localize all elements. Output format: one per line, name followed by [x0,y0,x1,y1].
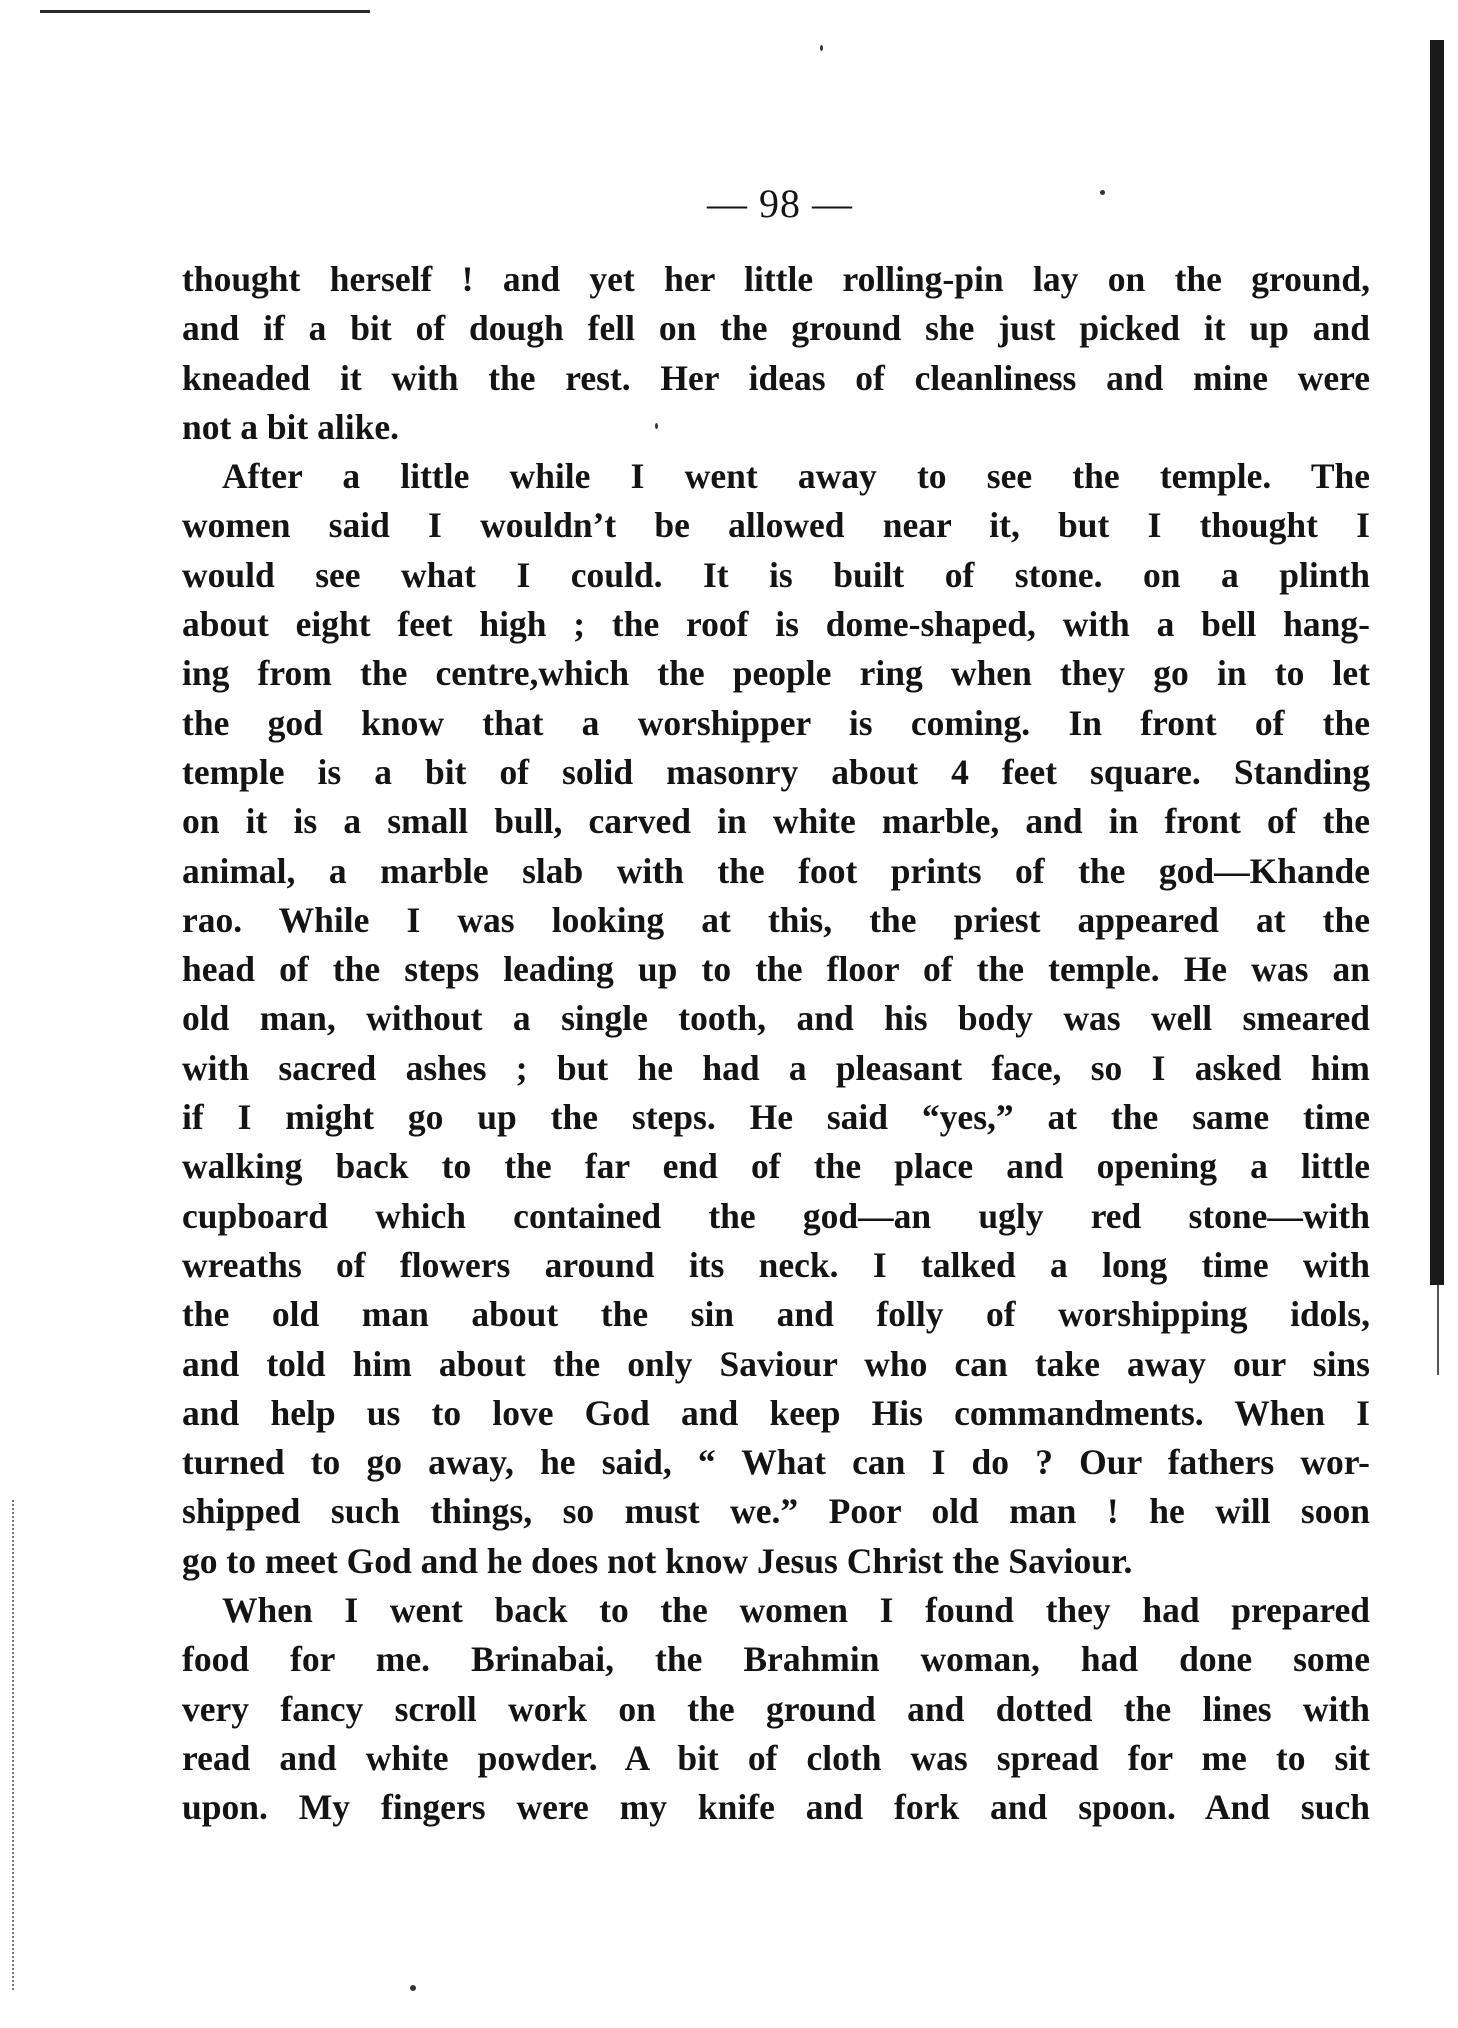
text-line: women said I wouldn’t be allowed near it, but I thought I [182,505,1370,546]
top-rule [40,10,370,13]
text-line: kneaded it with the rest. Her ideas of cleanliness and mine were [182,357,1370,398]
text-line: shipped such things, so must we.” Poor old man ! he will soon [182,1491,1370,1532]
text-line: old man, without a single tooth, and his body was well smeared [182,998,1370,1039]
text-line: go to meet God and he does not know Jesus Christ the Saviour. [182,1540,1133,1581]
text-line: head of the steps leading up to the floor of the temple. He was an [182,949,1370,990]
speck [410,1985,416,1991]
text-line: on it is a small bull, carved in white marble, and in front of the [182,801,1370,842]
page-edge-line [1437,1285,1439,1375]
speck [820,45,823,51]
text-line: walking back to the far end of the place and opening a little [182,1146,1370,1187]
text-line: ing from the centre,which the people ring when they go in to let [182,653,1370,694]
page-number: — 98 — [707,181,853,226]
text-line: the god know that a worshipper is coming. In front of the [182,702,1370,743]
text-line: very fancy scroll work on the ground and dotted the lines with [182,1688,1370,1729]
text-line: When I went back to the women I found they had prepared [222,1590,1370,1631]
text-line: food for me. Brinabai, the Brahmin woman, had done some [182,1639,1370,1680]
body-text [182,255,1370,1833]
text-line: temple is a bit of solid masonry about 4 feet square. Standing [182,751,1370,792]
text-line: thought herself ! and yet her little rolling-pin lay on the ground, [182,259,1370,299]
text-line: After a little while I went away to see the temple. The [222,456,1370,497]
text-line: rao. While I was looking at this, the priest appeared at the [182,899,1370,940]
text-line: upon. My fingers were my knife and fork and spoon. And such [182,1787,1370,1828]
text-line: read and white powder. A bit of cloth was spread for me to sit [182,1737,1370,1778]
text-line: turned to go away, he said, “ What can I do ? Our fathers wor- [182,1442,1370,1483]
text-line: cupboard which contained the god—an ugly red stone—with [182,1195,1370,1236]
text-line: and help us to love God and keep His commandments. When I [182,1392,1370,1433]
text-line: wreaths of flowers around its neck. I talked a long time with [182,1244,1370,1285]
text-line: about eight feet high ; the roof is dome-shaped, with a bell hang- [182,604,1370,645]
text-line: not a bit alike. [182,406,399,447]
text-line: and if a bit of dough fell on the ground she just picked it up and [182,308,1370,349]
text-line: with sacred ashes ; but he had a pleasant face, so I asked him [182,1047,1370,1088]
text-line: animal, a marble slab with the foot prints of the god—Khande [182,850,1370,891]
text-line: would see what I could. It is built of stone. on a plinth [182,554,1370,595]
text-line: and told him about the only Saviour who can take away our sins [182,1343,1370,1384]
text-line: if I might go up the steps. He said “yes,” at the same time [182,1097,1370,1138]
binding-specks [12,1500,34,1990]
text-line: the old man about the sin and folly of worshipping idols, [182,1294,1370,1335]
